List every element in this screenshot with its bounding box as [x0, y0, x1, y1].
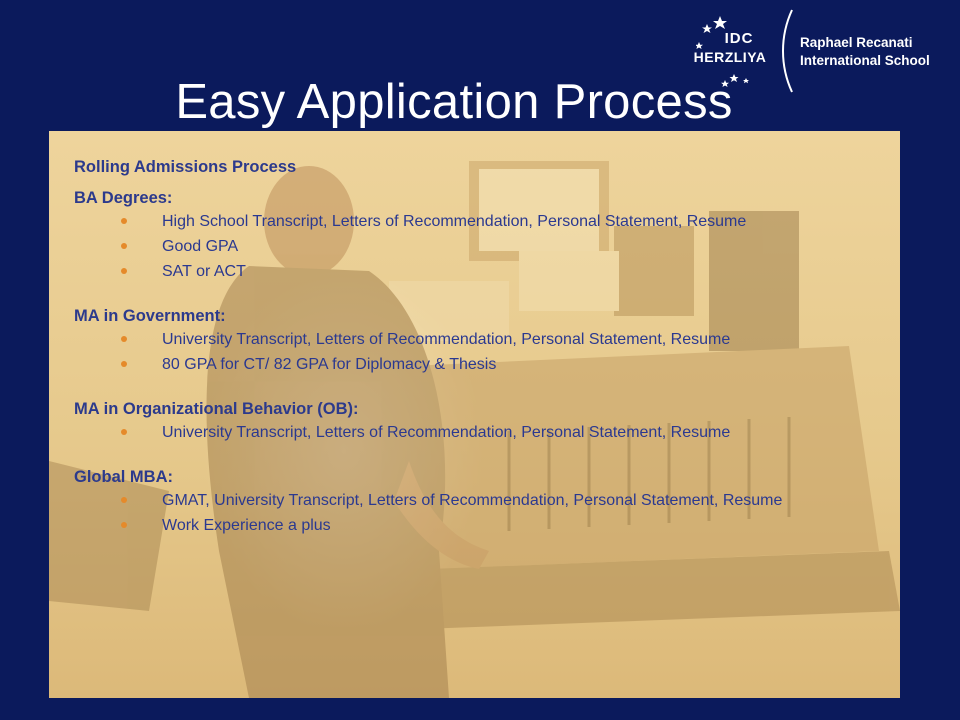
list-item — [74, 357, 884, 372]
list-item-text: SAT or ACT — [162, 263, 246, 280]
list-item-text: High School Transcript, Letters of Recommendation, Personal Statement, Resume — [162, 213, 747, 230]
slide-title: Easy Application Process — [175, 75, 733, 129]
section-heading-global-mba: Global MBA: — [74, 468, 173, 486]
list-item-text: Work Experience a plus — [162, 517, 331, 534]
bullet-icon — [121, 336, 127, 342]
list-item-text: University Transcript, Letters of Recommendation, Personal Statement, Resume — [162, 331, 731, 348]
list-item — [74, 518, 884, 533]
bullet-icon — [121, 243, 127, 249]
section-heading-ba: BA Degrees: — [74, 189, 173, 207]
content-panel — [49, 131, 900, 698]
school-line-2: International School — [800, 53, 930, 68]
school-line-1: Raphael Recanati — [800, 35, 913, 50]
bullet-icon — [121, 497, 127, 503]
list-item-text: University Transcript, Letters of Recommendation, Personal Statement, Resume — [162, 424, 731, 441]
section-heading-ma-government: MA in Government: — [74, 307, 226, 325]
idc-herzliya-wordmark — [688, 30, 772, 66]
ma-government-requirements-list — [74, 332, 884, 372]
list-item — [74, 332, 884, 347]
list-item — [74, 239, 884, 254]
bullet-icon — [121, 522, 127, 528]
requirements-list — [74, 155, 884, 543]
list-item — [74, 425, 884, 440]
logo-line-2: HERZLIYA — [693, 49, 767, 65]
list-item — [74, 214, 884, 229]
bullet-icon — [121, 429, 127, 435]
bullet-icon — [121, 268, 127, 274]
ma-ob-requirements-list — [74, 425, 884, 440]
bullet-icon — [121, 361, 127, 367]
rolling-admissions-heading: Rolling Admissions Process — [74, 158, 297, 176]
global-mba-requirements-list — [74, 493, 884, 533]
section-heading-ma-ob: MA in Organizational Behavior (OB): — [74, 400, 359, 418]
list-item-text: GMAT, University Transcript, Letters of Recommendation, Personal Statement, Resume — [162, 492, 783, 509]
list-item-text: 80 GPA for CT/ 82 GPA for Diplomacy & Thesis — [162, 356, 497, 373]
logo-line-1: IDC — [724, 30, 754, 47]
list-item — [74, 264, 884, 279]
bullet-icon — [121, 218, 127, 224]
school-name — [800, 34, 930, 70]
ba-requirements-list — [74, 214, 884, 279]
list-item — [74, 493, 884, 508]
list-item-text: Good GPA — [162, 238, 239, 255]
